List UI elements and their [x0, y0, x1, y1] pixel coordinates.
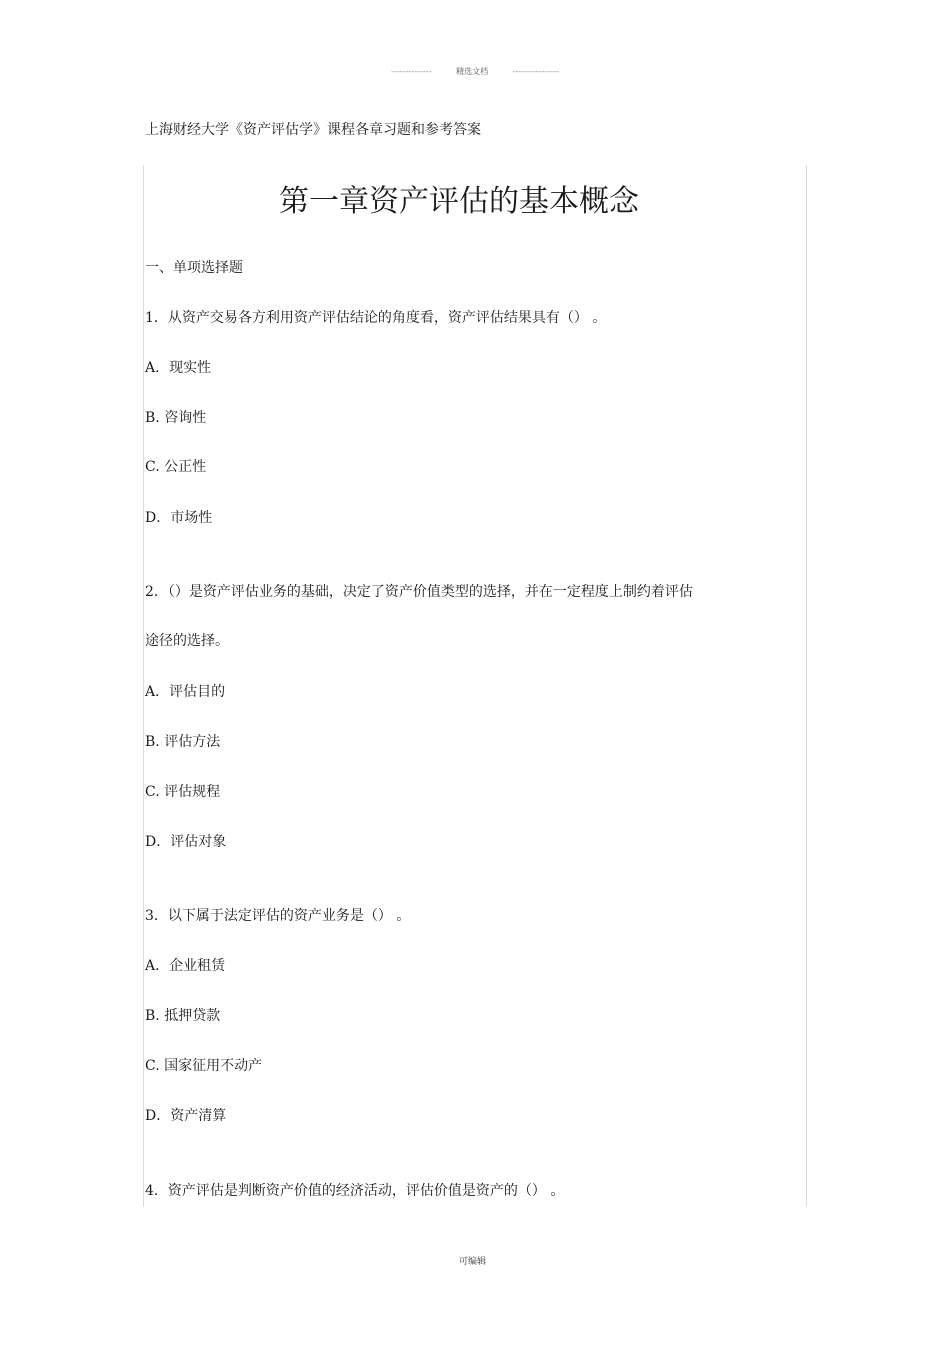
question-1-stem: 1．从资产交易各方利用资产评估结论的角度看，资产评估结果具有（） 。 — [145, 310, 607, 326]
page-header — [0, 66, 950, 77]
question-1-option-b: B. 咨询性 — [145, 410, 207, 426]
header-left-dashes: -------------- — [391, 67, 432, 76]
question-3-option-b: B. 抵押贷款 — [145, 1008, 221, 1024]
question-2-stem-continued: 途径的选择。 — [145, 633, 229, 649]
question-1-option-c: C. 公正性 — [145, 459, 207, 475]
question-2-option-c: C. 评估规程 — [145, 784, 221, 800]
question-2-option-a: A．评估目的 — [145, 684, 226, 700]
chapter-title: 第一章资产评估的基本概念 — [279, 184, 639, 219]
course-title: 上海财经大学《资产评估学》课程各章习题和参考答案 — [145, 122, 481, 138]
question-3-stem: 3．以下属于法定评估的资产业务是（） 。 — [145, 908, 411, 924]
section-title: 一、单项选择题 — [145, 260, 243, 276]
question-1-option-a: A．现实性 — [145, 360, 212, 376]
question-3-option-c: C. 国家征用不动产 — [145, 1058, 263, 1074]
question-3-option-d: D．资产清算 — [145, 1108, 227, 1124]
question-2-option-d: D．评估对象 — [145, 834, 227, 850]
header-right-dashes: ---------------- — [512, 67, 559, 76]
page-footer: 可编辑 — [458, 1257, 486, 1267]
question-2-stem: 2．（）是资产评估业务的基础，决定了资产价值类型的选择，并在一定程度上制约着评估 — [145, 584, 693, 600]
frame-border-right — [806, 165, 807, 1207]
question-2-option-b: B. 评估方法 — [145, 734, 221, 750]
frame-border-left — [143, 165, 144, 1207]
header-label: 精选文档 — [456, 67, 489, 76]
question-3-option-a: A．企业租赁 — [145, 958, 226, 974]
question-4-stem: 4．资产评估是判断资产价值的经济活动，评估价值是资产的（） 。 — [145, 1183, 565, 1199]
question-1-option-d: D．市场性 — [145, 510, 213, 526]
